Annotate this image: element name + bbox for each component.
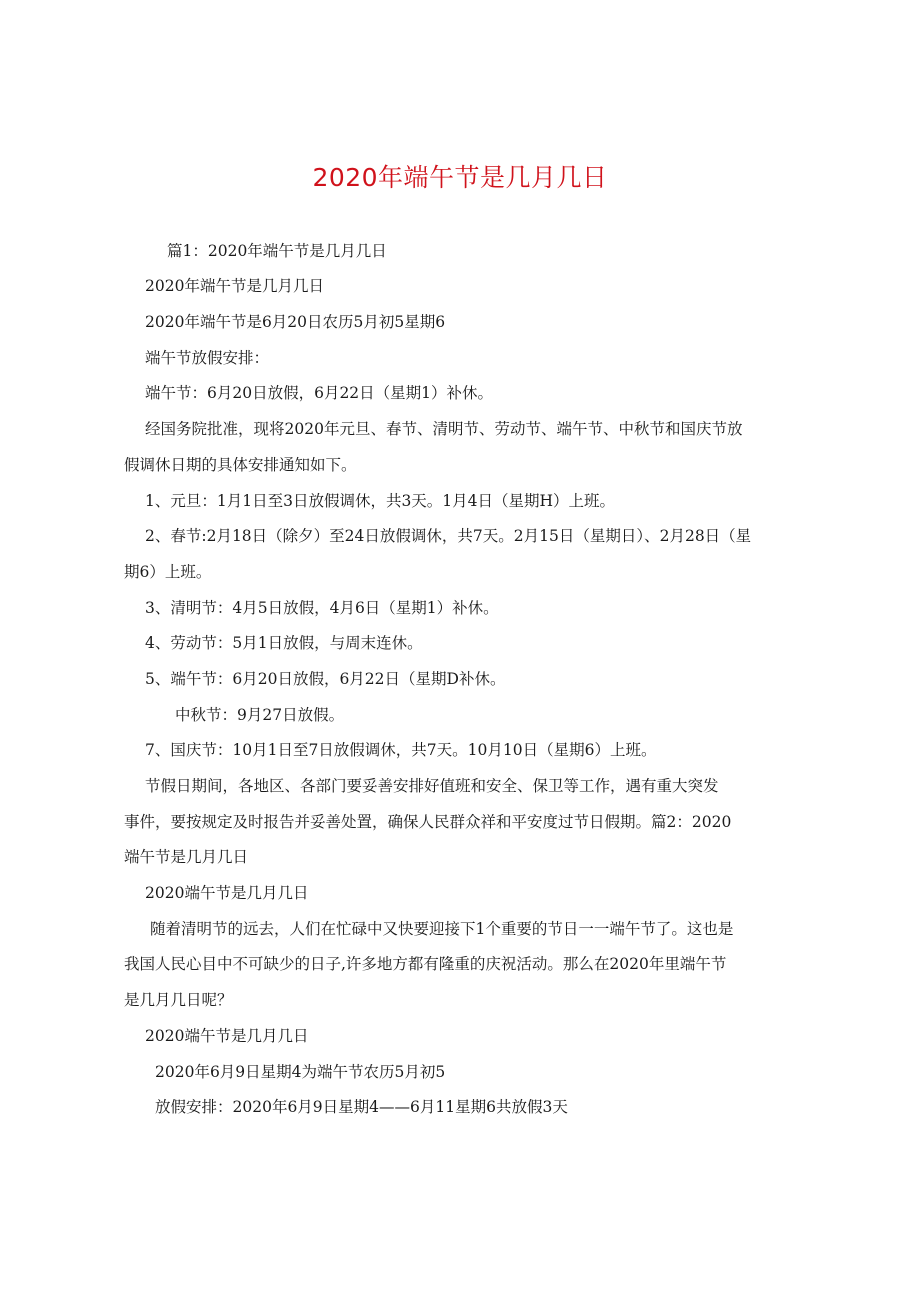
text-line-18: 端午节是几月几日 <box>124 848 249 866</box>
text-line-13: 5、端午节：6月20日放假，6月22日（星期D补休。 <box>145 670 506 688</box>
text-line-7: 假调休日期的具体安排通知如下。 <box>124 456 357 474</box>
text-line-24: 2020年6月9日星期4为端午节农历5月初5 <box>155 1063 446 1081</box>
text-line-10: 期6）上班。 <box>124 563 212 581</box>
text-line-5: 端午节：6月20日放假，6月22日（星期1）补休。 <box>145 384 494 402</box>
document-title: 2020年端午节是几月几日 <box>312 163 608 192</box>
text-line-23: 2020端午节是几月几日 <box>145 1027 309 1045</box>
text-line-21: 我国人民心目中不可缺少的日子,许多地方都有隆重的庆祝活动。那么在2020年里端午节 <box>124 955 727 973</box>
text-line-11: 3、清明节：4月5日放假，4月6日（星期1）补休。 <box>145 599 499 617</box>
text-line-19: 2020端午节是几月几日 <box>145 884 309 902</box>
text-line-3: 2020年端午节是6月20日农历5月初5星期6 <box>145 313 446 331</box>
text-line-9: 2、春节:2月18日（除夕）至24日放假调休，共7天。2月15日（星期日）、2月28日（星 <box>145 527 752 545</box>
text-line-20: 随着清明节的远去，人们在忙碌中又快要迎接下1个重要的节日一一端午节了。这也是 <box>150 920 734 938</box>
text-line-22: 是几月几日呢？ <box>124 991 233 1009</box>
text-line-16: 节假日期间，各地区、各部门要妥善安排好值班和安全、保卫等工作，遇有重大突发 <box>145 777 719 795</box>
text-line-4: 端午节放假安排： <box>145 349 270 367</box>
text-line-2: 2020年端午节是几月几日 <box>145 277 324 295</box>
text-line-6: 经国务院批准，现将2020年元旦、春节、清明节、劳动节、端午节、中秋节和国庆节放 <box>145 420 743 438</box>
text-line-17: 事件，要按规定及时报告并妥善处置，确保人民群众祥和平安度过节日假期。篇2：2020 <box>124 813 732 831</box>
text-line-12: 4、劳动节：5月1日放假，与周末连休。 <box>145 634 423 652</box>
text-line-1: 篇1：2020年端午节是几月几日 <box>167 242 387 260</box>
text-line-14: 中秋节：9月27日放假。 <box>175 706 345 724</box>
text-line-15: 7、国庆节：10月1日至7日放假调休，共7天。10月10日（星期6）上班。 <box>145 741 657 759</box>
text-line-25: 放假安排：2020年6月9日星期4——6月11星期6共放假3天 <box>155 1098 568 1116</box>
text-line-8: 1、元旦：1月1日至3日放假调休，共3天。1月4日（星期H）上班。 <box>145 492 616 510</box>
